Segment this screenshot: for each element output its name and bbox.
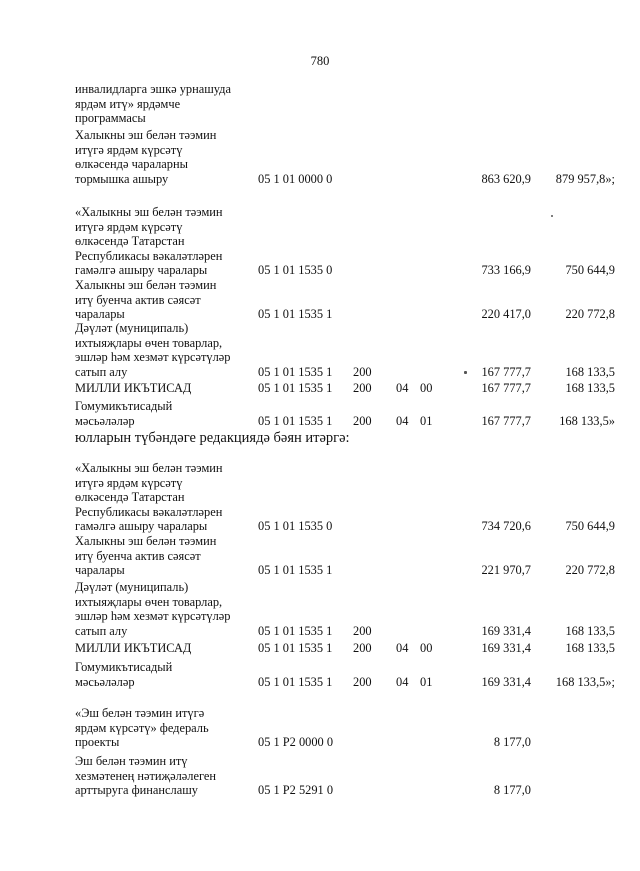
row-name-line: ихтыяҗлары өчен товарлар, [75,594,223,609]
row-name-line: МИЛЛИ ИКЪТИСАД [75,381,192,395]
row-name-line: тормышка ашыру [75,171,169,186]
section-code: 04 [396,641,409,655]
amount-year-2: 168 133,5 [565,364,615,379]
row-name [75,205,243,278]
target-article-code: 05 1 01 1535 1 [258,364,333,379]
subsection-code: 01 [420,674,433,689]
row-name-line: итүгә ярдәм күрсәтү [75,475,183,490]
row-name-line: проекты [75,735,120,750]
row-name [75,706,243,750]
row-name-line: эшләр һәм хезмәт күрсәтүләр [75,350,231,365]
target-article-code: 05 1 01 1535 1 [258,381,333,395]
row-name-line: ихтыяҗлары өчен товарлар, [75,335,223,350]
target-article-code: 05 1 P2 0000 0 [258,735,334,750]
row-name-line: Эш белән тәэмин итү [75,754,188,768]
amount-year-1: 734 720,6 [481,519,531,534]
row-name-line: Дәүләт (муниципаль) [75,321,189,335]
row-name-line: инвалидларга эшкә урнашуда [75,82,231,96]
amount-year-1: 733 166,9 [481,263,531,278]
target-article-code: 05 1 01 0000 0 [258,171,333,186]
row-name-line: гамәлгә ашыру чаралары [75,263,208,278]
row-name [75,128,243,186]
row-name [75,580,243,638]
row-name-line: Республикасы вәкаләтләрен [75,248,223,263]
target-article-code: 05 1 P2 5291 0 [258,783,334,798]
subsection-code: 01 [420,413,433,428]
row-name-line: программасы [75,111,146,126]
subsection-code: 00 [420,381,433,395]
row-name-line: Халыкны эш белән тәэмин [75,534,217,548]
target-article-code: 05 1 01 1535 1 [258,623,333,638]
row-name-line: Дәүләт (муниципаль) [75,580,189,594]
row-name-line: сатып алу [75,364,128,379]
row-name [75,321,243,379]
row-name-line: мәсьәләләр [75,413,135,428]
amount-year-1: 8 177,0 [493,783,531,798]
row-name [75,660,243,689]
row-name-line: хезмәтенең нәтиҗәләлеген [75,768,217,783]
target-article-code: 05 1 01 1535 1 [258,413,333,428]
target-article-code: 05 1 01 1535 0 [258,263,333,278]
row-name-line: чаралары [75,307,125,322]
amount-year-1: 221 970,7 [481,563,531,578]
row-name [75,399,243,428]
amount-year-2: 220 772,8 [565,307,615,322]
amount-year-2: 168 133,5 [565,641,615,655]
scan-speck [551,215,553,217]
amount-year-2: 750 644,9 [565,263,615,278]
expense-type: 200 [353,364,372,379]
amount-year-1: 169 331,4 [481,641,531,655]
expense-type: 200 [353,381,372,395]
amount-year-2: 168 133,5 [565,623,615,638]
row-name [75,381,243,396]
row-name-line: итүгә ярдәм күрсәтү [75,219,183,234]
row-name-line: «Эш белән тәэмин итүгә [75,706,205,720]
section-code: 04 [396,674,409,689]
row-name-line: эшләр һәм хезмәт күрсәтүләр [75,609,231,624]
row-name-line: «Халыкны эш белән тәэмин [75,461,223,475]
page-number: 780 [310,54,330,68]
amount-year-1: 167 777,7 [481,364,531,379]
target-article-code: 05 1 01 1535 1 [258,641,333,655]
expense-type: 200 [353,674,372,689]
row-name-line: МИЛЛИ ИКЪТИСАД [75,641,192,655]
target-article-code: 05 1 01 1535 1 [258,563,333,578]
row-name-line: мәсьәләләр [75,674,135,689]
amount-year-2: 879 957,8»; [555,171,615,186]
row-name [75,278,243,322]
row-name-line: Халыкны эш белән тәэмин [75,128,217,142]
row-name-line: чаралары [75,563,125,578]
amount-year-1: 169 331,4 [481,623,531,638]
amount-year-2: 220 772,8 [565,563,615,578]
row-name [75,461,243,534]
row-name-line: Гомумикътисадый [75,660,173,674]
row-name-line: Республикасы вәкаләтләрен [75,504,223,519]
section-code: 04 [396,381,409,395]
amount-year-2: 168 133,5» [559,413,615,428]
row-name-line: ярдәм күрсәтү» федераль [75,720,209,735]
amount-year-1: 167 777,7 [481,413,531,428]
expense-type: 200 [353,413,372,428]
row-name-line: Халыкны эш белән тәэмин [75,278,217,292]
row-name [75,534,243,578]
row-name-line: гамәлгә ашыру чаралары [75,519,208,534]
subsection-code: 00 [420,641,433,655]
row-name-line: өлкәсендә Татарстан [75,234,185,249]
amount-year-1: 220 417,0 [481,307,531,322]
intertext-instruction: юлларын түбәндәге редакциядә бәян итәргә: [75,430,350,446]
amount-year-2: 750 644,9 [565,519,615,534]
row-name-line: «Халыкны эш белән тәэмин [75,205,223,219]
target-article-code: 05 1 01 1535 1 [258,674,333,689]
amount-year-1: 863 620,9 [481,171,531,186]
row-name-line: итүгә ярдәм күрсәтү [75,142,183,157]
row-name-line: сатып алу [75,623,128,638]
amount-year-2: 168 133,5»; [555,674,615,689]
amount-year-2: 168 133,5 [565,381,615,395]
scan-speck [464,371,467,374]
row-name-line: итү буенча актив сәясәт [75,548,201,563]
row-name-line: өлкәсендә чараларны [75,157,188,172]
amount-year-1: 8 177,0 [493,735,531,750]
target-article-code: 05 1 01 1535 1 [258,307,333,322]
section-code: 04 [396,413,409,428]
target-article-code: 05 1 01 1535 0 [258,519,333,534]
amount-year-1: 167 777,7 [481,381,531,395]
row-name-line: Гомумикътисадый [75,399,173,413]
row-name-line: арттыруга финанслашу [75,783,198,798]
expense-type: 200 [353,623,372,638]
row-name [75,82,243,126]
row-name [75,754,243,798]
amount-year-1: 169 331,4 [481,674,531,689]
row-name-line: ярдәм итү» ярдәмче [75,96,181,111]
expense-type: 200 [353,641,372,655]
row-name-line: итү буенча актив сәясәт [75,292,201,307]
row-name-line: өлкәсендә Татарстан [75,490,185,505]
row-name [75,641,243,656]
